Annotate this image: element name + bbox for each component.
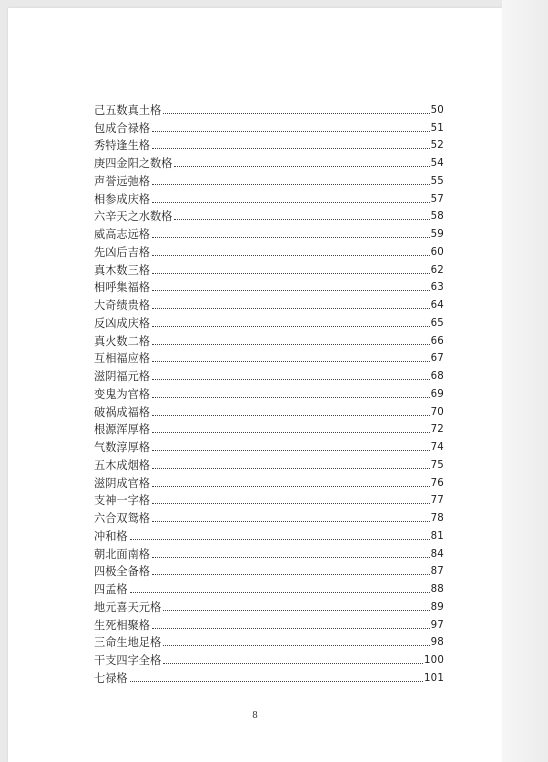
toc-entry-title: 先凶后吉格	[94, 245, 150, 259]
toc-entry-page-number: 76	[430, 477, 444, 489]
toc-entry[interactable]	[94, 578, 444, 596]
toc-dot-leader	[130, 539, 430, 540]
toc-entry-page-number: 98	[430, 637, 444, 649]
toc-entry-title: 七禄格	[94, 671, 128, 685]
toc-entry[interactable]	[94, 188, 444, 206]
toc-dot-leader	[152, 202, 430, 203]
toc-dot-leader	[163, 645, 429, 646]
toc-entry-title: 三命生地足格	[94, 636, 162, 650]
toc-entry-page-number: 58	[430, 211, 444, 223]
toc-entry[interactable]	[94, 561, 444, 579]
toc-entry-page-number: 54	[430, 158, 444, 169]
toc-entry-title: 反凶成庆格	[94, 316, 150, 330]
toc-entry-page-number: 60	[430, 246, 444, 258]
toc-dot-leader	[152, 379, 430, 380]
toc-dot-leader	[152, 574, 430, 575]
toc-entry-title: 地元喜天元格	[94, 600, 162, 614]
toc-entry-title: 破祸成福格	[94, 405, 150, 419]
toc-entry[interactable]	[94, 99, 444, 117]
toc-entry[interactable]	[94, 454, 444, 472]
toc-entry-title: 滋阴福元格	[94, 370, 150, 383]
toc-dot-leader	[152, 521, 430, 522]
toc-entry-page-number: 66	[430, 335, 444, 347]
toc-entry-page-number: 50	[430, 104, 444, 116]
toc-dot-leader	[152, 148, 430, 149]
toc-entry[interactable]	[94, 614, 444, 632]
toc-entry-page-number: 72	[430, 424, 444, 436]
toc-entry[interactable]	[94, 543, 444, 561]
toc-entry[interactable]	[94, 170, 444, 188]
toc-dot-leader	[152, 450, 430, 451]
toc-entry-title: 根源浑厚格	[94, 423, 150, 437]
toc-entry-title: 干支四字全格	[94, 654, 162, 667]
table-of-contents	[94, 99, 444, 685]
toc-entry-page-number: 57	[430, 193, 444, 205]
toc-entry[interactable]	[94, 401, 444, 419]
toc-entry[interactable]	[94, 383, 444, 401]
toc-entry-title: 相呼集福格	[94, 281, 150, 295]
toc-dot-leader	[152, 273, 430, 274]
toc-entry[interactable]	[94, 294, 444, 312]
toc-entry[interactable]	[94, 649, 444, 667]
toc-entry-page-number: 81	[430, 530, 444, 542]
toc-entry-title: 真火数二格	[94, 334, 150, 348]
toc-entry[interactable]	[94, 152, 444, 170]
toc-entry-title: 大奇绩贵格	[94, 299, 150, 312]
toc-entry-page-number: 101	[423, 672, 444, 684]
toc-entry-page-number: 87	[430, 566, 444, 578]
toc-entry-title: 五木成烟格	[94, 458, 150, 472]
toc-entry-page-number: 62	[430, 264, 444, 276]
toc-dot-leader	[174, 166, 429, 167]
toc-entry-title: 真木数三格	[94, 263, 150, 277]
toc-entry-title: 生死相聚格	[94, 618, 150, 632]
document-page	[8, 8, 502, 762]
toc-entry-page-number: 65	[430, 317, 444, 329]
toc-dot-leader	[152, 486, 430, 487]
toc-entry[interactable]	[94, 117, 444, 135]
toc-entry[interactable]	[94, 490, 444, 508]
toc-dot-leader	[152, 557, 430, 558]
toc-entry-page-number: 74	[430, 442, 444, 453]
toc-entry-page-number: 77	[430, 495, 444, 507]
toc-dot-leader	[152, 468, 430, 469]
toc-entry[interactable]	[94, 365, 444, 383]
toc-entry[interactable]	[94, 419, 444, 437]
toc-dot-leader	[152, 397, 430, 398]
toc-entry-page-number: 51	[430, 122, 444, 134]
toc-entry-page-number: 97	[430, 619, 444, 631]
toc-dot-leader	[152, 628, 430, 629]
toc-entry-page-number: 78	[430, 513, 444, 524]
toc-entry-title: 变鬼为官格	[94, 387, 150, 401]
toc-entry-page-number: 75	[430, 459, 444, 471]
toc-dot-leader	[130, 592, 430, 593]
toc-dot-leader	[152, 326, 430, 327]
toc-entry-page-number: 59	[430, 229, 444, 240]
toc-entry-title: 互相福应格	[94, 352, 150, 366]
toc-entry-title: 气数淳厚格	[94, 441, 150, 454]
toc-entry[interactable]	[94, 223, 444, 241]
toc-dot-leader	[163, 113, 429, 114]
toc-entry-page-number: 68	[430, 371, 444, 382]
toc-entry[interactable]	[94, 667, 444, 685]
toc-entry-title: 六合双鸳格	[94, 512, 150, 525]
toc-entry-page-number: 69	[430, 388, 444, 400]
toc-entry[interactable]	[94, 206, 444, 224]
toc-entry[interactable]	[94, 632, 444, 650]
toc-entry[interactable]	[94, 259, 444, 277]
toc-entry-page-number: 63	[430, 282, 444, 294]
toc-entry-title: 四孟格	[94, 583, 128, 596]
toc-entry-title: 滋阴成官格	[94, 476, 150, 490]
page-number: 8	[252, 711, 258, 721]
toc-dot-leader	[152, 503, 430, 504]
toc-entry-title: 冲和格	[94, 529, 128, 543]
toc-entry-page-number: 55	[430, 175, 444, 187]
toc-entry-page-number: 52	[430, 140, 444, 152]
toc-entry-title: 庚四金阳之数格	[94, 157, 173, 170]
toc-entry[interactable]	[94, 241, 444, 259]
toc-dot-leader	[163, 663, 423, 664]
toc-dot-leader	[152, 361, 430, 362]
toc-entry[interactable]	[94, 348, 444, 366]
toc-entry[interactable]	[94, 277, 444, 295]
toc-entry[interactable]	[94, 472, 444, 490]
toc-entry-title: 六辛天之水数格	[94, 210, 173, 224]
toc-dot-leader	[130, 681, 423, 682]
toc-dot-leader	[152, 255, 430, 256]
toc-entry-page-number: 84	[430, 548, 444, 560]
toc-entry[interactable]	[94, 330, 444, 348]
toc-entry-title: 相参成庆格	[94, 192, 150, 206]
toc-entry-title: 四极全备格	[94, 565, 150, 579]
toc-dot-leader	[163, 610, 429, 611]
toc-entry-page-number: 89	[430, 601, 444, 613]
toc-dot-leader	[152, 237, 430, 238]
toc-dot-leader	[152, 184, 430, 185]
toc-entry-page-number: 70	[430, 406, 444, 418]
toc-dot-leader	[152, 415, 430, 416]
toc-dot-leader	[152, 308, 430, 309]
toc-entry-page-number: 100	[423, 655, 444, 666]
toc-entry-title: 声誉远弛格	[94, 174, 150, 188]
toc-entry[interactable]	[94, 135, 444, 153]
toc-entry-page-number: 88	[430, 584, 444, 595]
viewer-background-edge	[502, 0, 548, 762]
toc-entry-page-number: 64	[430, 300, 444, 311]
toc-entry[interactable]	[94, 596, 444, 614]
toc-entry[interactable]	[94, 436, 444, 454]
toc-dot-leader	[152, 432, 430, 433]
toc-entry-title: 秀特逢生格	[94, 139, 150, 153]
toc-entry-page-number: 67	[430, 353, 444, 365]
toc-entry-title: 包成合禄格	[94, 121, 150, 135]
toc-dot-leader	[152, 344, 430, 345]
toc-entry-title: 支神一字格	[94, 494, 150, 508]
toc-entry[interactable]	[94, 312, 444, 330]
toc-dot-leader	[152, 131, 430, 132]
toc-dot-leader	[174, 219, 429, 220]
toc-dot-leader	[152, 290, 430, 291]
toc-entry[interactable]	[94, 507, 444, 525]
toc-entry-title: 朝北面南格	[94, 547, 150, 561]
toc-entry-title: 威高志远格	[94, 228, 150, 241]
toc-entry-title: 己五数真土格	[94, 103, 162, 117]
toc-entry[interactable]	[94, 525, 444, 543]
